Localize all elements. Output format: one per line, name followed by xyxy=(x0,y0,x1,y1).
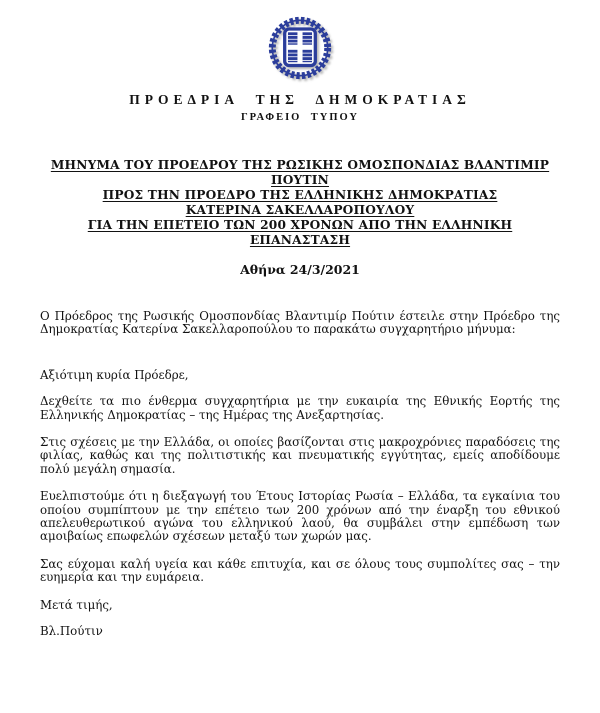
closing xyxy=(40,599,560,639)
valediction: Μετά τιμής, xyxy=(40,597,113,612)
signature: Βλ.Πούτιν xyxy=(40,624,103,639)
document-body xyxy=(40,310,560,585)
document-title xyxy=(40,158,560,248)
letterhead-office: ΓΡΑΦΕΙΟ ΤΥΠΟΥ xyxy=(241,112,359,123)
paragraph-relations: Στις σχέσεις με την Ελλάδα, οι οποίες βασίζονται στις μακροχρόνιες παραδόσεις της φιλίας, καθώς και της πολιτιστικής και πνευματικής εγγύτητας, εμείς αποδίδουμε πολύ μεγάλη σημασία. xyxy=(40,435,560,476)
title-line-3: ΚΑΤΕΡΙΝΑ ΣΑΚΕΛΛΑΡΟΠΟΥΛΟΥ xyxy=(185,203,415,217)
greek-coat-of-arms-icon xyxy=(263,13,337,83)
title-line-2: ΠΡΟΣ ΤΗΝ ΠΡΟΕΔΡΟ ΤΗΣ ΕΛΛΗΝΙΚΗΣ ΔΗΜΟΚΡΑΤΙΑΣ xyxy=(102,188,498,202)
title-line-4: ΓΙΑ ΤΗΝ ΕΠΕΤΕΙΟ ΤΩΝ 200 ΧΡΟΝΩΝ ΑΠΟ ΤΗΝ ΕΛΛΗΝΙΚΗ ΕΠΑΝΑΣΤΑΣΗ xyxy=(87,218,513,247)
dateline: Αθήνα 24/3/2021 xyxy=(240,262,360,277)
paragraph-year-of-history: Ευελπιστούμε ότι η διεξαγωγή του Έτους Ιστορίας Ρωσία – Ελλάδα, τα εγκαίνια του οποίου συμπίπτουν με την επέτειο των 200 χρόνων από την έναρξη του εθνικού απελευθερωτικού αγώνα του ελληνικού λαού, θα συμβάλει στην εμπέδωση των αμοιβαίως επωφελών σχέσεων μεταξύ των χωρών μας. xyxy=(40,489,560,544)
paragraph-wishes: Σας εύχομαι καλή υγεία και κάθε επιτυχία, και σε όλους τους συμπολίτες σας – την ευημερία και την ευμάρεια. xyxy=(40,556,560,585)
paragraph-intro: Ο Πρόεδρος της Ρωσικής Ομοσπονδίας Βλαντιμίρ Πούτιν έστειλε στην Πρόεδρο της Δημοκρατίας Κατερίνα Σακελλαροπούλου το παρακάτω συγχαρητήριο μήνυμα: xyxy=(40,309,560,337)
paragraph-salutation: Αξιότιμη κυρία Πρόεδρε, xyxy=(40,367,189,382)
letterhead xyxy=(40,13,560,123)
title-line-1: ΜΗΝΥΜΑ ΤΟΥ ΠΡΟΕΔΡΟΥ ΤΗΣ ΡΩΣΙΚΗΣ ΟΜΟΣΠΟΝΔΙΑΣ ΒΛΑΝΤΙΜΙΡ ΠΟΥΤΙΝ xyxy=(50,158,550,187)
letterhead-organization: ΠΡΟΕΔΡΙΑ ΤΗΣ ΔΗΜΟΚΡΑΤΙΑΣ xyxy=(129,92,471,107)
paragraph-congratulations: Δεχθείτε τα πιο ένθερμα συγχαρητήρια με την ευκαιρία της Εθνικής Εορτής της Ελληνικής Δημοκρατίας – της Ημέρας της Ανεξαρτησίας. xyxy=(40,394,560,422)
